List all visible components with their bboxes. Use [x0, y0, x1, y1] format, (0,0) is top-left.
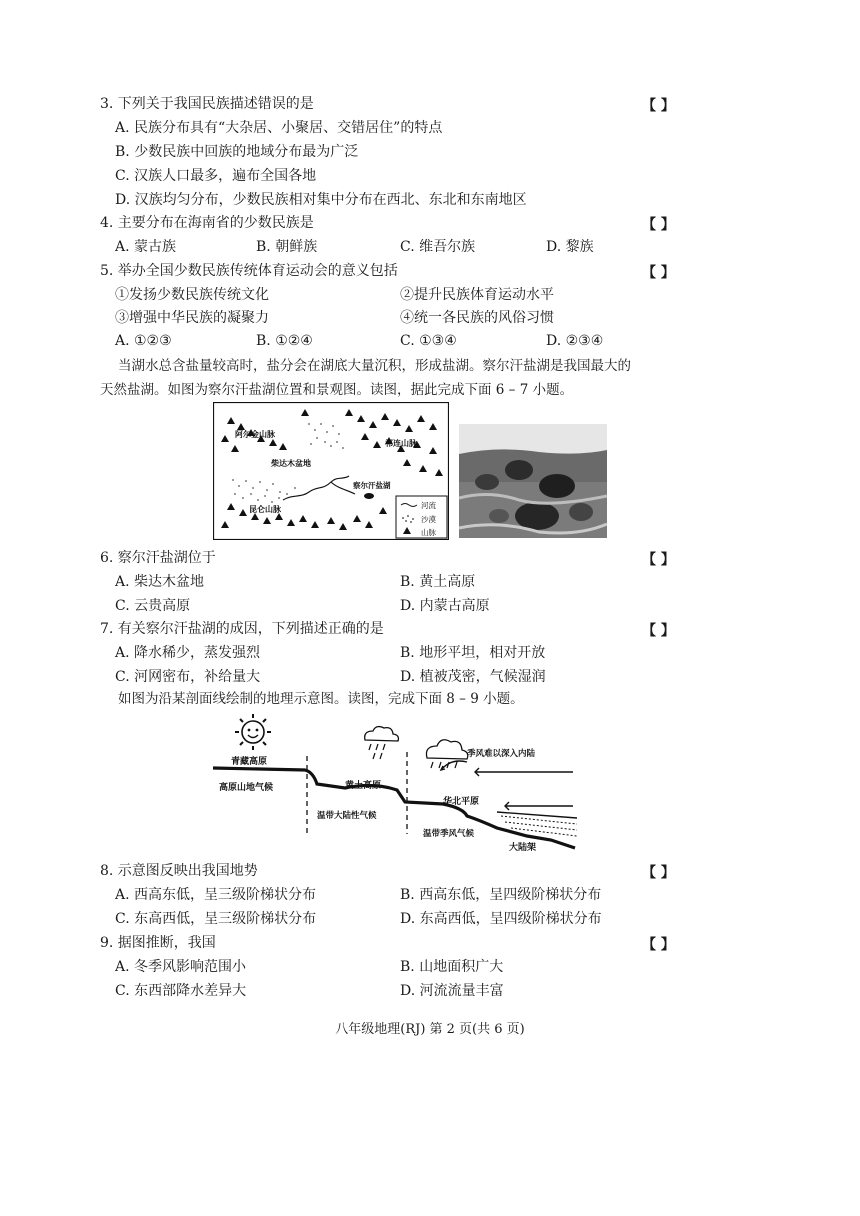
q4-answer-bracket: 【 】: [642, 217, 675, 233]
q3-option-a: A. 民族分布具有“大杂居、小聚居、交错居住”的特点: [115, 120, 443, 136]
q5-option-a: A. ①②③: [115, 333, 172, 349]
q8-option-a: A. 西高东低，呈三级阶梯状分布: [115, 887, 317, 903]
map-label-qilian: 祁连山脉: [385, 439, 417, 448]
q5-stem: 5. 举办全国少数民族传统体育运动会的意义包括: [100, 263, 398, 279]
sun-icon: [235, 714, 271, 750]
profile-label-alpine-climate: 高原山地气候: [219, 783, 274, 793]
q9-option-b: B. 山地面积广大: [400, 959, 504, 975]
q6-option-a: A. 柴达木盆地: [115, 574, 205, 590]
q7-answer-bracket: 【 】: [642, 623, 675, 639]
map-legend: [396, 496, 447, 538]
q4-option-b: B. 朝鲜族: [256, 239, 318, 255]
intro-8-9: 如图为沿某剖面线绘制的地理示意图。读图，完成下面 8 – 9 小题。: [118, 691, 524, 707]
q4-option-d: D. 黎族: [546, 239, 594, 255]
map-label-altun: 阿尔金山脉: [235, 430, 275, 439]
q5-statement-2: ②提升民族体育运动水平: [400, 287, 554, 303]
profile-label-continental-climate: 温带大陆性气候: [317, 811, 377, 821]
q9-option-a: A. 冬季风影响范围小: [115, 959, 247, 975]
profile-label-monsoon-note: 季风难以深入内陆: [467, 749, 536, 759]
rain-cloud-icon: [365, 727, 399, 759]
intro-6-7-line-1: 当湖水总含盐量较高时，盐分会在湖底大量沉积，形成盐湖。察尔汗盐湖是我国最大的: [118, 358, 631, 374]
q9-answer-bracket: 【 】: [642, 937, 675, 953]
q3-answer-bracket: 【 】: [642, 98, 675, 114]
intro-6-7-line-2: 天然盐湖。如图为察尔汗盐湖位置和景观图。读图，据此完成下面 6 – 7 小题。: [100, 382, 574, 398]
q5-option-b: B. ①②④: [256, 333, 313, 349]
map-label-qaidam: 柴达木盆地: [271, 459, 311, 468]
profile-label-qingzang: 青藏高原: [231, 757, 268, 767]
profile-label-loess: 黄土高原: [345, 781, 382, 791]
q4-option-c: C. 维吾尔族: [400, 239, 476, 255]
q5-option-d: D. ②③④: [546, 333, 604, 349]
q6-answer-bracket: 【 】: [642, 552, 675, 568]
q5-statement-4: ④统一各民族的风俗习惯: [400, 310, 554, 326]
q7-option-d: D. 植被茂密，气候湿润: [400, 669, 546, 685]
legend-river: 河流: [421, 501, 436, 510]
q7-stem: 7. 有关察尔汗盐湖的成因，下列描述正确的是: [100, 621, 384, 637]
profile-label-shelf: 大陆架: [509, 843, 537, 853]
q5-option-c: C. ①③④: [400, 333, 457, 349]
salt-lake-landscape-photo: [459, 424, 607, 538]
q5-statement-1: ①发扬少数民族传统文化: [115, 287, 269, 303]
q9-stem: 9. 据图推断，我国: [100, 935, 216, 951]
q8-option-d: D. 东高西低，呈四级阶梯状分布: [400, 911, 602, 927]
q8-option-c: C. 东高西低，呈三级阶梯状分布: [115, 911, 317, 927]
q5-statement-3: ③增强中华民族的凝聚力: [115, 310, 269, 326]
q9-option-c: C. 东西部降水差异大: [115, 983, 247, 999]
q3-option-c: C. 汉族人口最多，遍布全国各地: [115, 168, 317, 184]
q7-option-b: B. 地形平坦，相对开放: [400, 645, 546, 661]
q8-answer-bracket: 【 】: [642, 865, 675, 881]
q5-answer-bracket: 【 】: [642, 265, 675, 281]
q3-stem: 3. 下列关于我国民族描述错误的是: [100, 96, 314, 112]
q3-option-b: B. 少数民族中回族的地域分布最为广泛: [115, 144, 359, 160]
page-footer: 八年级地理(RJ) 第 2 页(共 6 页): [335, 1022, 525, 1037]
q6-stem: 6. 察尔汗盐湖位于: [100, 550, 216, 566]
terrain-profile-diagram: [205, 712, 580, 856]
legend-desert: 沙漠: [421, 515, 436, 524]
q7-option-a: A. 降水稀少，蒸发强烈: [115, 645, 261, 661]
q7-option-c: C. 河网密布，补给量大: [115, 669, 261, 685]
q6-option-d: D. 内蒙古高原: [400, 598, 490, 614]
map-label-kunlun: 昆仑山脉: [249, 505, 281, 514]
profile-label-temperate-monsoon: 温带季风气候: [423, 829, 475, 839]
q8-option-b: B. 西高东低，呈四级阶梯状分布: [400, 887, 602, 903]
q3-option-d: D. 汉族均匀分布，少数民族相对集中分布在西北、东北和东南地区: [115, 192, 527, 208]
q4-stem: 4. 主要分布在海南省的少数民族是: [100, 215, 314, 231]
q9-option-d: D. 河流流量丰富: [400, 983, 504, 999]
qarhan-location-map: [213, 402, 449, 540]
q8-stem: 8. 示意图反映出我国地势: [100, 863, 258, 879]
q6-option-c: C. 云贵高原: [115, 598, 191, 614]
legend-mountain: 山脉: [421, 528, 436, 537]
map-label-qarhan: 察尔汗盐湖: [353, 481, 391, 490]
q4-option-a: A. 蒙古族: [115, 239, 177, 255]
q6-option-b: B. 黄土高原: [400, 574, 476, 590]
profile-label-north-china: 华北平原: [443, 797, 480, 807]
